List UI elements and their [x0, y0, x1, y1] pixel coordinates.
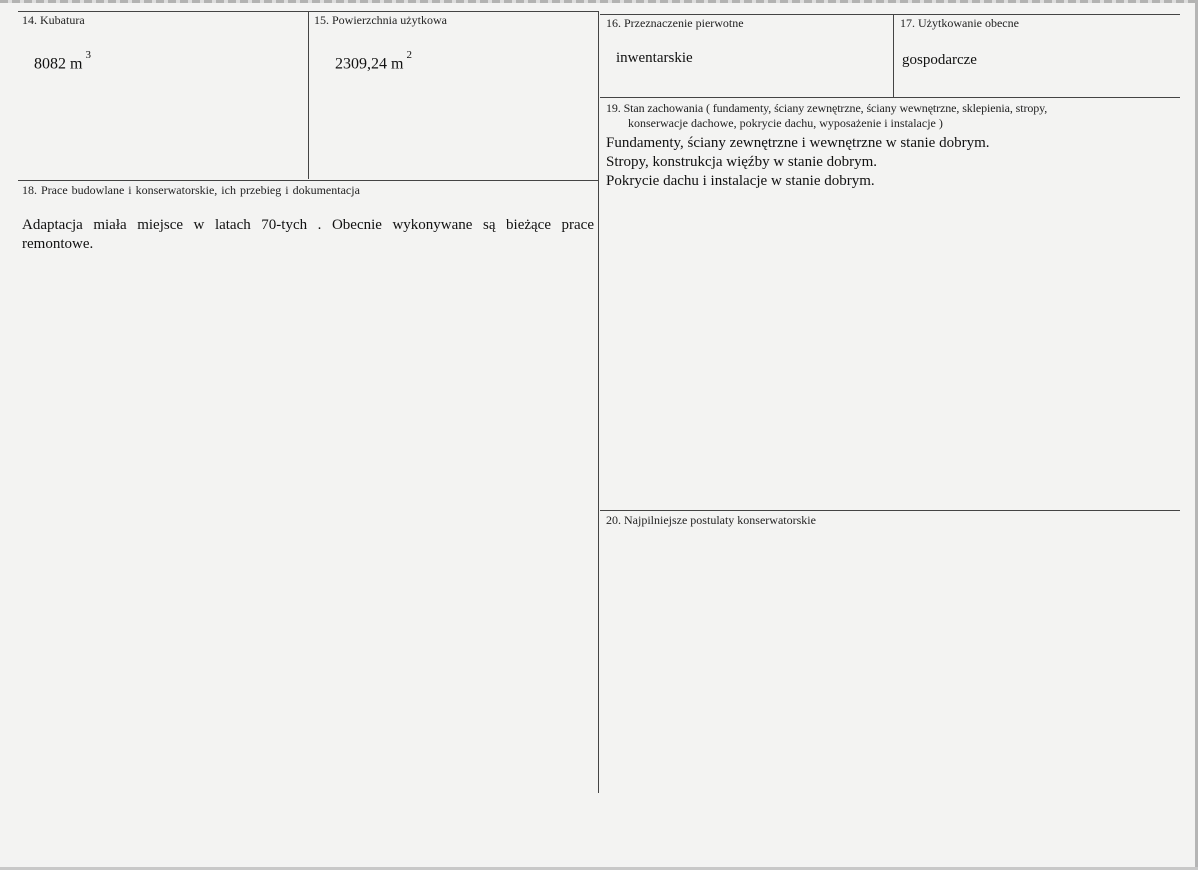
stan-zachowania-label-line2: konserwacje dachowe, pokrycie dachu, wyposażenie i instalacje )	[628, 116, 943, 130]
powierzchnia-label: 15. Powierzchnia użytkowa	[314, 13, 447, 27]
prace-budowlane-label: 18. Prace budowlane i konserwatorskie, ich przebieg i dokumentacja	[22, 183, 360, 197]
stan-zachowania-label-line1: 19. Stan zachowania ( fundamenty, ściany zewnętrzne, ściany wewnętrzne, sklepienia, stropy,	[606, 101, 1048, 115]
top-rule-right	[600, 14, 1180, 15]
divider-main	[598, 11, 599, 793]
przeznaczenie-label: 16. Przeznaczenie pierwotne	[606, 16, 744, 30]
rule-above-20	[600, 510, 1180, 511]
przeznaczenie-value: inwentarskie	[616, 50, 693, 66]
kubatura-value	[34, 50, 91, 73]
uzytkowanie-label: 17. Użytkowanie obecne	[900, 16, 1019, 30]
kubatura-number: 8082 m	[34, 55, 83, 73]
stan-zachowania-line-1: Fundamenty, ściany zewnętrzne i wewnętrzne w stanie dobrym.	[606, 135, 990, 151]
divider-14-15	[308, 11, 309, 179]
stan-zachowania-line-2: Stropy, konstrukcja więźby w stanie dobrym.	[606, 154, 878, 170]
card-top-edge	[0, 0, 1198, 3]
divider-16-17	[893, 14, 894, 98]
powierzchnia-exponent: 2	[406, 49, 412, 61]
prace-budowlane-text: Adaptacja miała miejsce w latach 70-tych . Obecnie wykonywane są bieżące prace remontowe.	[22, 217, 594, 252]
kubatura-exponent: 3	[85, 49, 91, 61]
rule-under-16-17	[600, 97, 1180, 98]
stan-zachowania-line-3: Pokrycie dachu i instalacje w stanie dobrym.	[606, 173, 875, 189]
uzytkowanie-value: gospodarcze	[902, 52, 977, 68]
powierzchnia-value	[335, 50, 412, 73]
postulaty-label: 20. Najpilniejsze postulaty konserwatorskie	[606, 513, 816, 527]
rule-above-18	[18, 180, 598, 181]
kubatura-label: 14. Kubatura	[22, 13, 85, 27]
powierzchnia-number: 2309,24 m	[335, 55, 404, 73]
